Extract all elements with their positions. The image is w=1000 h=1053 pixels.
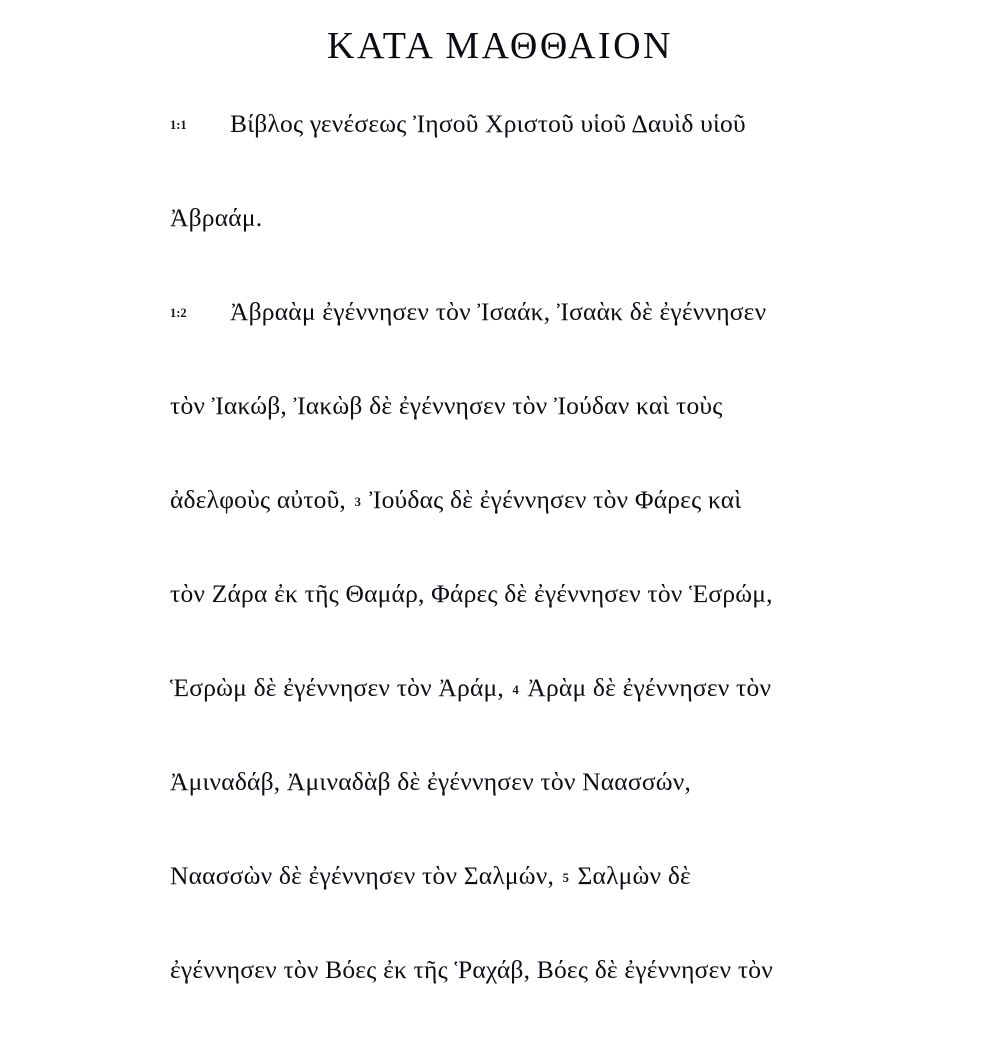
inline-verse-number: 4 [512, 683, 519, 697]
verse-line [170, 484, 870, 578]
verse-line [170, 954, 870, 1048]
verse-line [170, 108, 870, 202]
page-title: ΚΑΤΑ ΜΑΘΘΑΙΟΝ [327, 25, 673, 67]
verse-text: Ἀρὰμ δὲ ἐγέννησεν τὸν [520, 673, 772, 702]
verse-text: Βίβλος γενέσεως Ἰησοῦ Χριστοῦ υἱοῦ Δαυὶδ υἱοῦ [230, 109, 746, 138]
verse-line [170, 390, 870, 484]
verse-text: Σαλμὼν δὲ [570, 861, 691, 890]
verse-text: Ἑσρὼμ δὲ ἐγέννησεν τὸν Ἀράμ, [170, 673, 511, 702]
verse-text: ἀδελφοὺς αὐτοῦ, [170, 485, 353, 514]
verse-reference: 1:2 [170, 306, 187, 320]
verse-line [170, 578, 870, 672]
verse-text: τὸν Ἰακώβ, Ἰακὼβ δὲ ἐγέννησεν τὸν Ἰούδαν καὶ τοὺς [170, 391, 723, 420]
verse-line [170, 672, 870, 766]
verse-text: Ἀβραὰμ ἐγέννησεν τὸν Ἰσαάκ, Ἰσαὰκ δὲ ἐγέννησεν [230, 297, 767, 326]
inline-verse-number: 5 [562, 871, 569, 885]
verse-line [170, 202, 870, 296]
verse-line [170, 860, 870, 954]
verse-text: Ἀβραάμ. [170, 203, 263, 232]
verse-text: ἐγέννησεν τὸν Βόες ἐκ τῆς Ῥαχάβ, Βόες δὲ ἐγέννησεν τὸν [170, 955, 773, 984]
scripture-body [170, 108, 870, 1048]
verse-text: Ἀμιναδάβ, Ἀμιναδὰβ δὲ ἐγέννησεν τὸν Ναασσών, [170, 767, 692, 796]
verse-text: Ἰούδας δὲ ἐγέννησεν τὸν Φάρες καὶ [362, 485, 742, 514]
verse-reference: 1:1 [170, 118, 187, 132]
verse-line [170, 296, 870, 390]
verse-text: τὸν Ζάρα ἐκ τῆς Θαμάρ, Φάρες δὲ ἐγέννησεν τὸν Ἑσρώμ, [170, 579, 773, 608]
inline-verse-number: 3 [354, 495, 361, 509]
verse-line [170, 766, 870, 860]
verse-text: Ναασσὼν δὲ ἐγέννησεν τὸν Σαλμών, [170, 861, 561, 890]
